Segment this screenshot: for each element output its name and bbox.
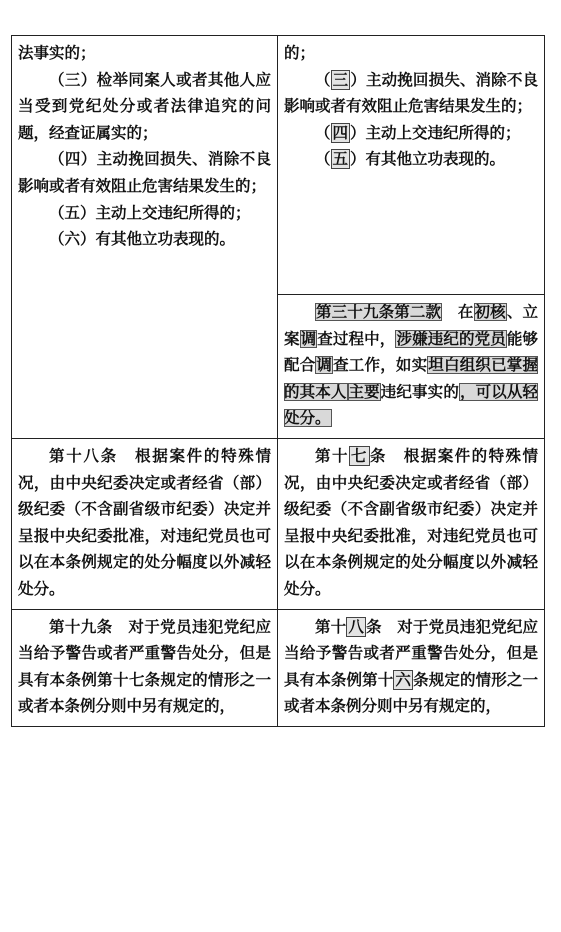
new-text-cell bbox=[278, 36, 545, 295]
text-fragment: （ bbox=[315, 70, 331, 89]
text-fragment: 违纪事实的 bbox=[380, 382, 459, 401]
text-fragment: ）主动挽回损失、消除不良影响或者有效阻止危害结果发生的； bbox=[284, 70, 538, 116]
text-fragment: ）主动上交违纪所得的； bbox=[350, 123, 521, 142]
paragraph: （五）主动上交违纪所得的； bbox=[49, 203, 251, 222]
text-fragment: 查过程中， bbox=[317, 329, 396, 348]
table-row bbox=[12, 609, 545, 726]
text-fragment: （ bbox=[315, 123, 331, 142]
paragraph bbox=[284, 443, 538, 603]
change-mark: 三 bbox=[332, 70, 349, 89]
table-row bbox=[12, 36, 545, 295]
new-text-cell bbox=[278, 609, 545, 726]
paragraph: 第十八条 根据案件的特殊情况，由中央纪委决定或者经省（部）级纪委（不含副省级市纪委）决定并呈报中央纪委批准，对违纪党员也可以在本条例规定的处分幅度以外减轻处分。 bbox=[18, 446, 271, 598]
paragraph: 第十九条 对于党员违犯党纪应当给予警告或者严重警告处分，但是具有本条例第十七条规定的情形之一或者本条例分则中另有规定的， bbox=[18, 617, 271, 716]
change-mark: 六 bbox=[395, 670, 412, 689]
change-mark: 五 bbox=[332, 150, 349, 169]
paragraph bbox=[284, 299, 538, 432]
highlighted-text: 主要 bbox=[348, 382, 380, 401]
text-fragment: （ bbox=[315, 150, 331, 169]
new-text-cell bbox=[278, 438, 545, 609]
text-fragment: ）有其他立功表现的。 bbox=[350, 150, 506, 169]
highlighted-text: 第三十九条第二款 bbox=[316, 303, 442, 321]
text-fragment: 、立案 bbox=[284, 303, 538, 348]
text-fragment: 能够配合 bbox=[284, 329, 538, 375]
change-mark: 八 bbox=[348, 617, 364, 636]
paragraph bbox=[284, 67, 538, 120]
new-text-cell bbox=[278, 295, 545, 439]
old-text-cell bbox=[12, 36, 278, 439]
change-mark: 四 bbox=[332, 123, 349, 142]
text-fragment: 第十 bbox=[315, 446, 349, 465]
text-fragment: 条 对于党员违犯党纪应当给予警告或者严重警告处分，但是具有本条例第十 bbox=[284, 617, 538, 689]
text-fragment: 在 bbox=[442, 303, 474, 321]
paragraph: （三）检举同案人或者其他人应当受到党纪处分或者法律追究的问题，经查证属实的； bbox=[18, 70, 271, 142]
paragraph: 法事实的； bbox=[18, 44, 96, 62]
old-text-cell bbox=[12, 609, 278, 726]
highlighted-text: 坦白组织已掌握的其本人 bbox=[284, 356, 538, 401]
paragraph: 的； bbox=[284, 44, 316, 62]
change-mark: 七 bbox=[350, 446, 368, 465]
highlighted-text: 初核 bbox=[474, 303, 506, 321]
comparison-table bbox=[11, 35, 545, 727]
paragraph: （六）有其他立功表现的。 bbox=[49, 230, 236, 249]
text-fragment: 条规定的情形之一或者本条例分则中另有规定的， bbox=[284, 670, 538, 716]
table-row bbox=[12, 438, 545, 609]
highlighted-text: ，可以从轻处分。 bbox=[284, 382, 538, 428]
highlighted-text: 涉嫌违纪的党员 bbox=[396, 329, 506, 348]
text-fragment: 查工作，如实 bbox=[333, 356, 428, 375]
old-text-cell bbox=[12, 438, 278, 609]
paragraph bbox=[284, 146, 538, 173]
highlighted-text: 调 bbox=[316, 356, 333, 375]
text-fragment: 条 根据案件的特殊情况，由中央纪委决定或者经省（部）级纪委（不含副省级市纪委）决定并呈报中央纪委批准，对违纪党员也可以在本条例规定的处分幅度以外减轻处分。 bbox=[284, 446, 538, 598]
paragraph bbox=[284, 614, 538, 720]
paragraph bbox=[284, 120, 538, 147]
paragraph: （四）主动挽回损失、消除不良影响或者有效阻止危害结果发生的； bbox=[18, 150, 271, 195]
highlighted-text: 调 bbox=[300, 329, 317, 348]
text-fragment: 第十 bbox=[315, 617, 347, 636]
